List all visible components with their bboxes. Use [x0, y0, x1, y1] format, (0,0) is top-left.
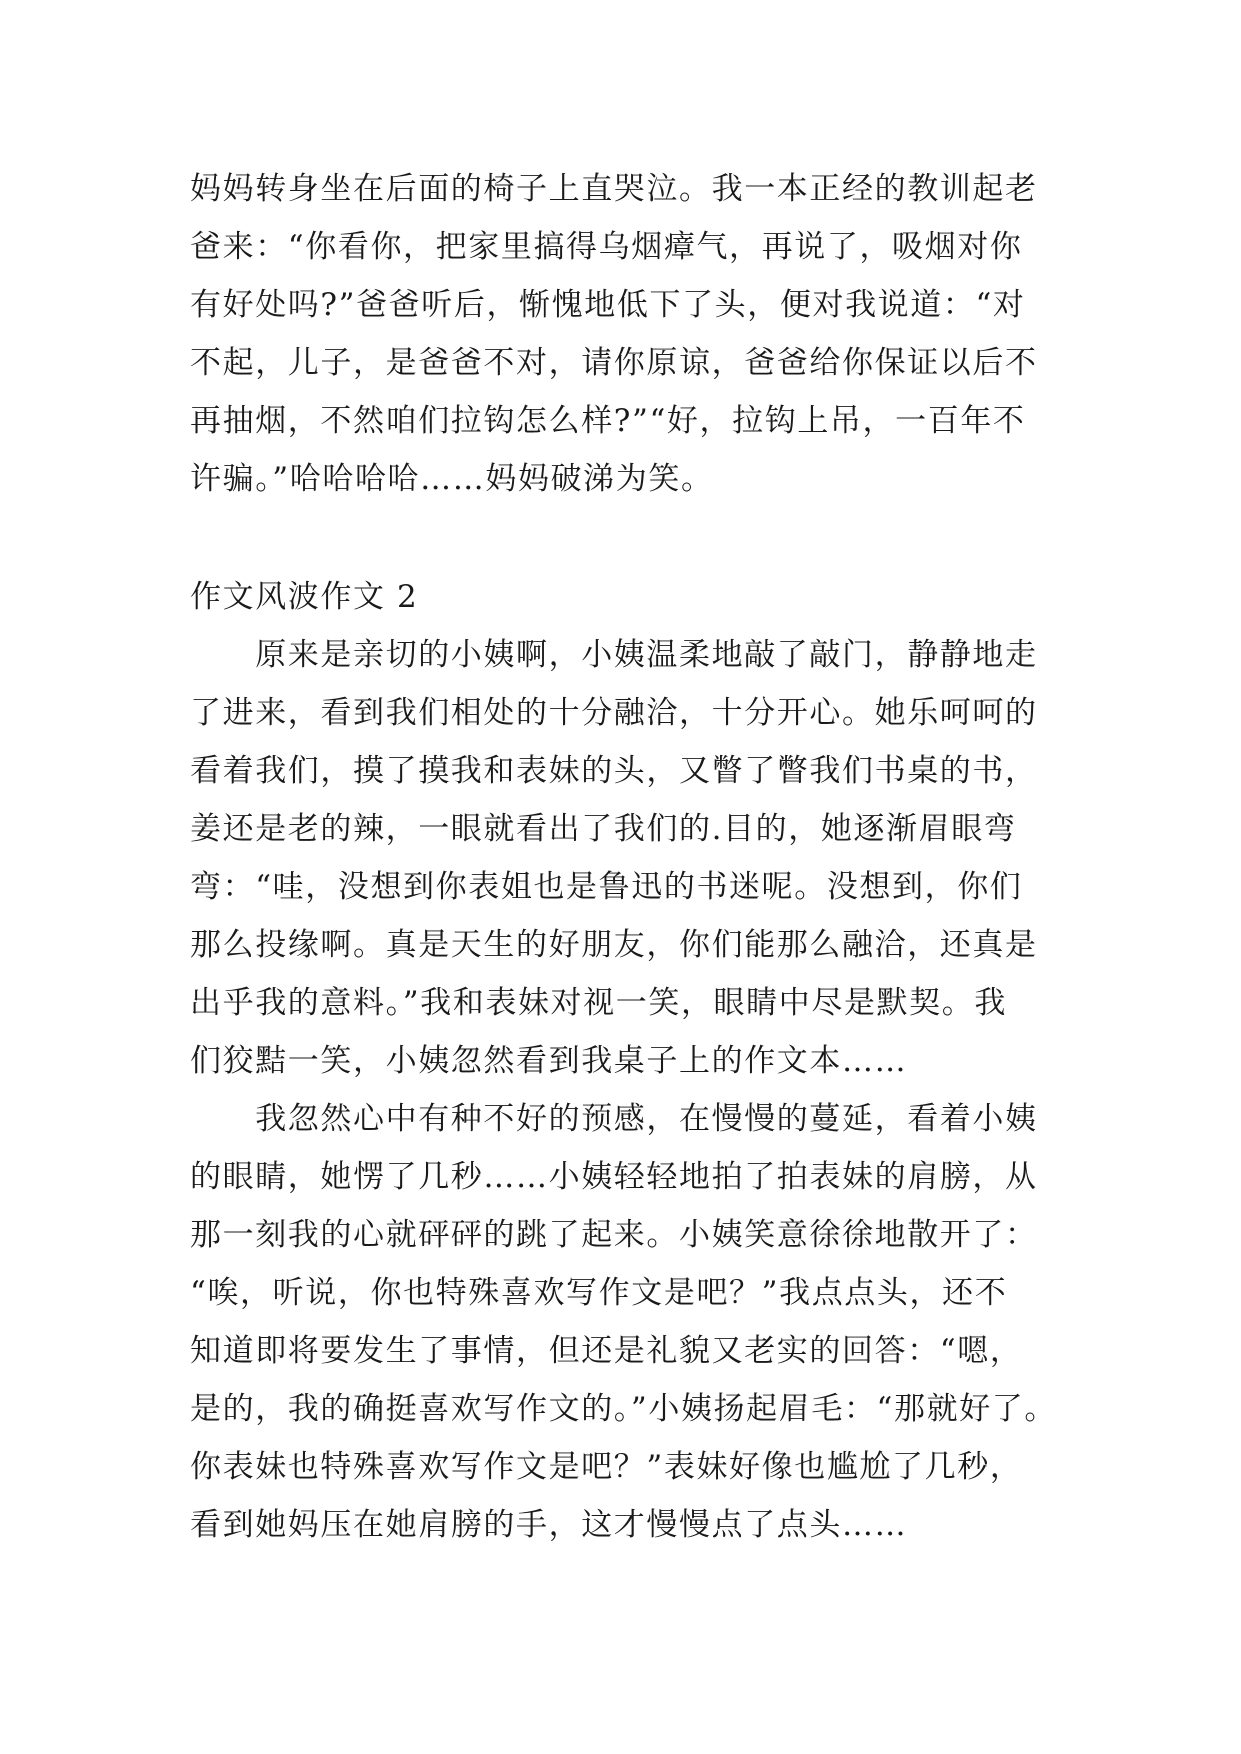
section-1: [190, 160, 1050, 508]
text-line: 再抽烟，不然咱们拉钩怎么样?”“好，拉钩上吊，一百年不: [190, 403, 1026, 439]
text-line: 知道即将要发生了事情，但还是礼貌又老实的回答：“嗯，: [190, 1333, 1023, 1369]
text-line: 那一刻我的心就砰砰的跳了起来。小姨笑意徐徐地散开了：: [190, 1217, 1038, 1253]
text-line: “唉，听说，你也特殊喜欢写作文是吧？”我点点头，还不: [190, 1275, 1008, 1311]
text-line: 我忽然心中有种不好的预感，在慢慢的蔓延，看着小姨: [190, 1101, 1038, 1137]
text-line: 你表妹也特殊喜欢写作文是吧？”表妹好像也尴尬了几秒，: [190, 1449, 1023, 1485]
text-line: 弯：“哇，没想到你表姐也是鲁迅的书迷呢。没想到，你们: [190, 869, 1023, 905]
text-line: 有好处吗?”爸爸听后，惭愧地低下了头，便对我说道：“对: [190, 287, 1026, 323]
section-title: 作文风波作文 2: [190, 579, 419, 615]
text-line: 原来是亲切的小姨啊，小姨温柔地敲了敲门，静静地走: [190, 637, 1038, 673]
text-line: 是的，我的确挺喜欢写作文的。”小姨扬起眉毛：“那就好了。: [190, 1391, 1057, 1427]
text-line: 许骗。”哈哈哈哈……妈妈破涕为笑。: [190, 461, 714, 497]
document-body: [190, 160, 1057, 1554]
text-line: 出乎我的意料。”我和表妹对视一笑，眼睛中尽是默契。我: [190, 985, 1007, 1021]
section-2: [190, 626, 1057, 1554]
text-line: 姜还是老的辣，一眼就看出了我们的.目的，她逐渐眉眼弯: [190, 811, 1017, 847]
text-line: 的眼睛，她愣了几秒……小姨轻轻地拍了拍表妹的肩膀，从: [190, 1159, 1038, 1195]
text-line: 了进来，看到我们相处的十分融洽，十分开心。她乐呵呵的: [190, 695, 1038, 731]
text-line: 看着我们，摸了摸我和表妹的头，又瞥了瞥我们书桌的书，: [190, 753, 1038, 789]
text-line: 妈妈转身坐在后面的椅子上直哭泣。我一本正经的教训起老: [190, 171, 1038, 207]
text-line: 们狡黠一笑，小姨忽然看到我桌子上的作文本……: [190, 1043, 908, 1079]
text-line: 爸来：“你看你，把家里搞得乌烟瘴气，再说了，吸烟对你: [190, 229, 1023, 265]
text-line: 那么投缘啊。真是天生的好朋友，你们能那么融洽，还真是: [190, 927, 1038, 963]
text-line: 不起，儿子，是爸爸不对，请你原谅，爸爸给你保证以后不: [190, 345, 1038, 381]
text-line: 看到她妈压在她肩膀的手，这才慢慢点了点头……: [190, 1507, 908, 1543]
